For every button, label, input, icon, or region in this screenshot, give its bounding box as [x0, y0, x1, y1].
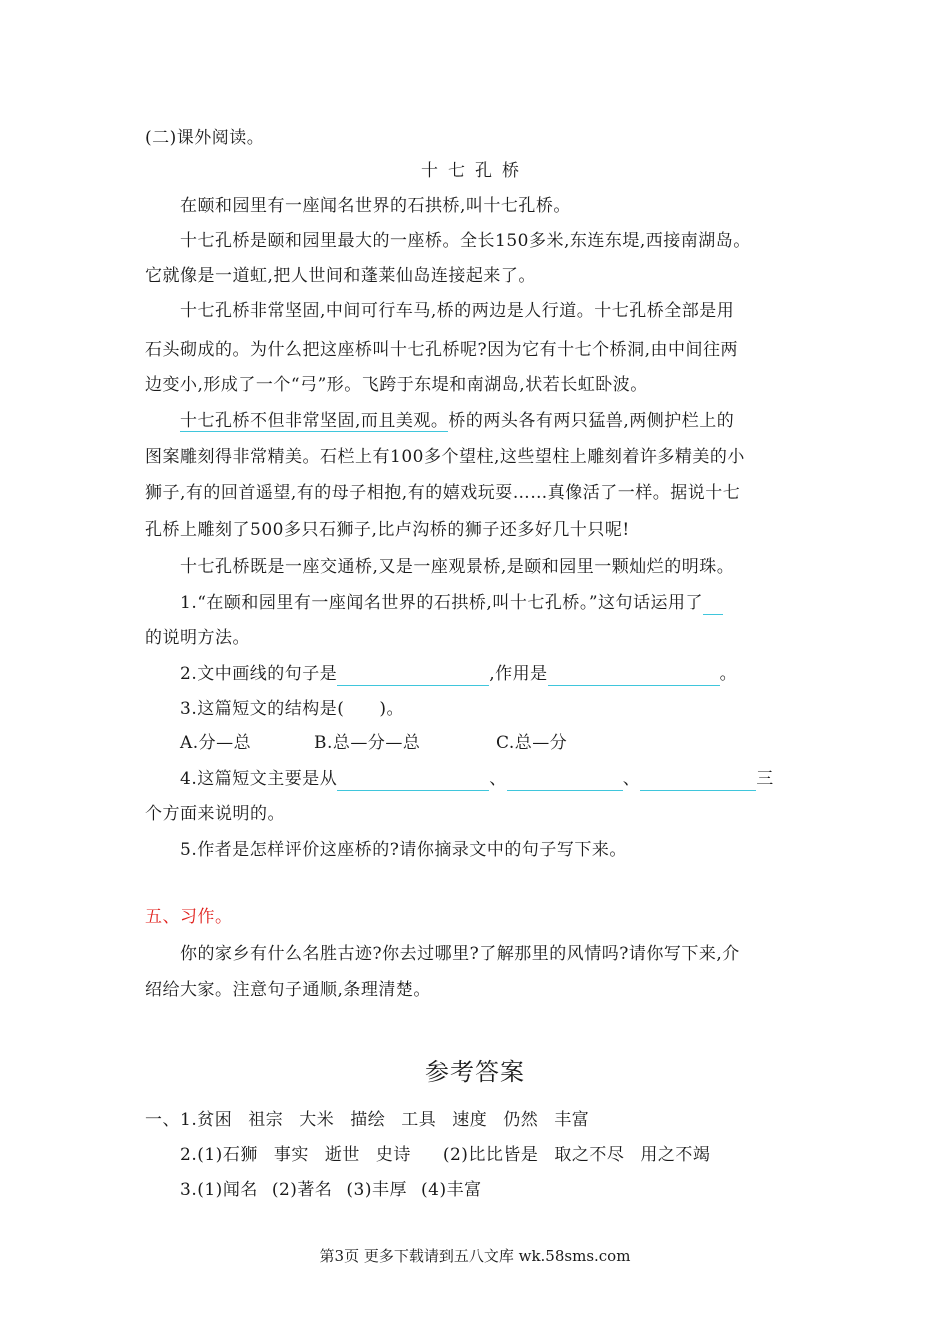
answer-blank[interactable]	[548, 665, 720, 686]
question-2	[180, 662, 737, 686]
answer-prefix: 3.	[180, 1180, 198, 1200]
answer-word: (1)闻名	[197, 1180, 258, 1200]
answer-word: 贫困	[197, 1110, 233, 1130]
question-text: 三	[756, 769, 774, 789]
option-b: B.总—分—总	[314, 733, 421, 753]
question-3: 3.这篇短文的结构是( )。	[180, 699, 404, 719]
paragraph-line: 在颐和园里有一座闻名世界的石拱桥,叫十七孔桥。	[180, 196, 571, 216]
answer-line-1	[145, 1108, 589, 1132]
paragraph-text: 桥的两头各有两只猛兽,两侧护栏上的	[448, 411, 735, 431]
writing-heading: 五、习作。	[145, 907, 233, 927]
question-text: 2.文中画线的句子是	[180, 664, 338, 684]
answer-word: 描绘	[350, 1110, 386, 1130]
answer-word: 工具	[401, 1110, 437, 1130]
paragraph-line: 边变小,形成了一个“弓”形。飞跨于东堤和南湖岛,状若长虹卧波。	[145, 375, 648, 395]
underlined-sentence: 十七孔桥不但非常坚固,而且美观。	[180, 411, 449, 431]
answer-prefix: 一、1.	[145, 1110, 198, 1130]
question-5: 5.作者是怎样评价这座桥的?请你摘录文中的句子写下来。	[180, 840, 627, 860]
answer-blank[interactable]	[640, 770, 756, 791]
article-title: 十七孔桥	[421, 161, 529, 181]
answer-word: 史诗	[375, 1145, 411, 1165]
option-c: C.总—分	[496, 733, 568, 753]
answer-word: 事实	[273, 1145, 309, 1165]
answer-word: (2)比比皆是	[442, 1145, 539, 1165]
question-text: ,作用是	[489, 664, 548, 684]
answer-blank[interactable]	[507, 770, 623, 791]
paragraph-line: 石头砌成的。为什么把这座桥叫十七孔桥呢?因为它有十七个桥洞,由中间往两	[145, 340, 739, 360]
answer-blank[interactable]	[703, 594, 723, 615]
paragraph-line: 孔桥上雕刻了500多只石狮子,比卢沟桥的狮子还多好几十只呢!	[145, 520, 630, 540]
answer-word: 速度	[452, 1110, 488, 1130]
paragraph-line: 十七孔桥是颐和园里最大的一座桥。全长150多米,东连东堤,西接南湖岛。	[180, 231, 751, 251]
answer-word: 丰富	[554, 1110, 590, 1130]
question-text: 、	[489, 769, 507, 789]
writing-prompt-line: 你的家乡有什么名胜古迹?你去过哪里?了解那里的风情吗?请你写下来,介	[180, 944, 740, 964]
paragraph-line: 图案雕刻得非常精美。石栏上有100多个望柱,这些望柱上雕刻着许多精美的小	[145, 447, 745, 467]
answer-word: 大米	[299, 1110, 335, 1130]
paragraph-line: 十七孔桥既是一座交通桥,又是一座观景桥,是颐和园里一颗灿烂的明珠。	[180, 557, 735, 577]
question-4-cont: 个方面来说明的。	[145, 804, 285, 824]
question-4	[180, 767, 774, 791]
answer-word: (1)石狮	[197, 1145, 258, 1165]
question-text: 、	[622, 769, 641, 789]
question-text: 4.这篇短文主要是从	[180, 769, 338, 789]
answer-word: 祖宗	[248, 1110, 284, 1130]
option-a: A.分—总	[180, 733, 252, 753]
page-footer: 第3页 更多下载请到五八文库 wk.58sms.com	[319, 1247, 631, 1265]
answer-line-2	[180, 1143, 710, 1167]
question-1	[180, 591, 723, 615]
paragraph-line: 它就像是一道虹,把人世间和蓬莱仙岛连接起来了。	[145, 266, 536, 286]
answers-heading: 参考答案	[425, 1058, 525, 1086]
answer-word: 取之不尽	[554, 1145, 625, 1165]
answer-blank[interactable]	[337, 665, 489, 686]
answer-blank[interactable]	[337, 770, 489, 791]
writing-prompt-line: 绍给大家。注意句子通顺,条理清楚。	[145, 980, 431, 1000]
question-text: 1.“在颐和园里有一座闻名世界的石拱桥,叫十七孔桥。”这句话运用了	[180, 593, 704, 613]
question-3-options	[180, 731, 567, 755]
answer-line-3	[180, 1178, 482, 1202]
question-text: 。	[719, 664, 738, 684]
paragraph-line: 十七孔桥非常坚固,中间可行车马,桥的两边是人行道。十七孔桥全部是用	[180, 301, 735, 321]
answer-word: (2)著名	[271, 1180, 333, 1200]
answer-word: 仍然	[503, 1110, 539, 1130]
answer-prefix: 2.	[180, 1145, 198, 1165]
answer-word: (3)丰厚	[346, 1180, 408, 1200]
paragraph-line	[180, 409, 734, 433]
answer-word: 逝世	[324, 1145, 360, 1165]
answer-word: (4)丰富	[421, 1180, 482, 1200]
question-1-cont: 的说明方法。	[145, 628, 250, 648]
paragraph-line: 狮子,有的回首遥望,有的母子相抱,有的嬉戏玩耍……真像活了一样。据说十七	[145, 483, 741, 503]
answer-word: 用之不竭	[640, 1145, 711, 1165]
section-label: (二)课外阅读。	[145, 128, 265, 148]
